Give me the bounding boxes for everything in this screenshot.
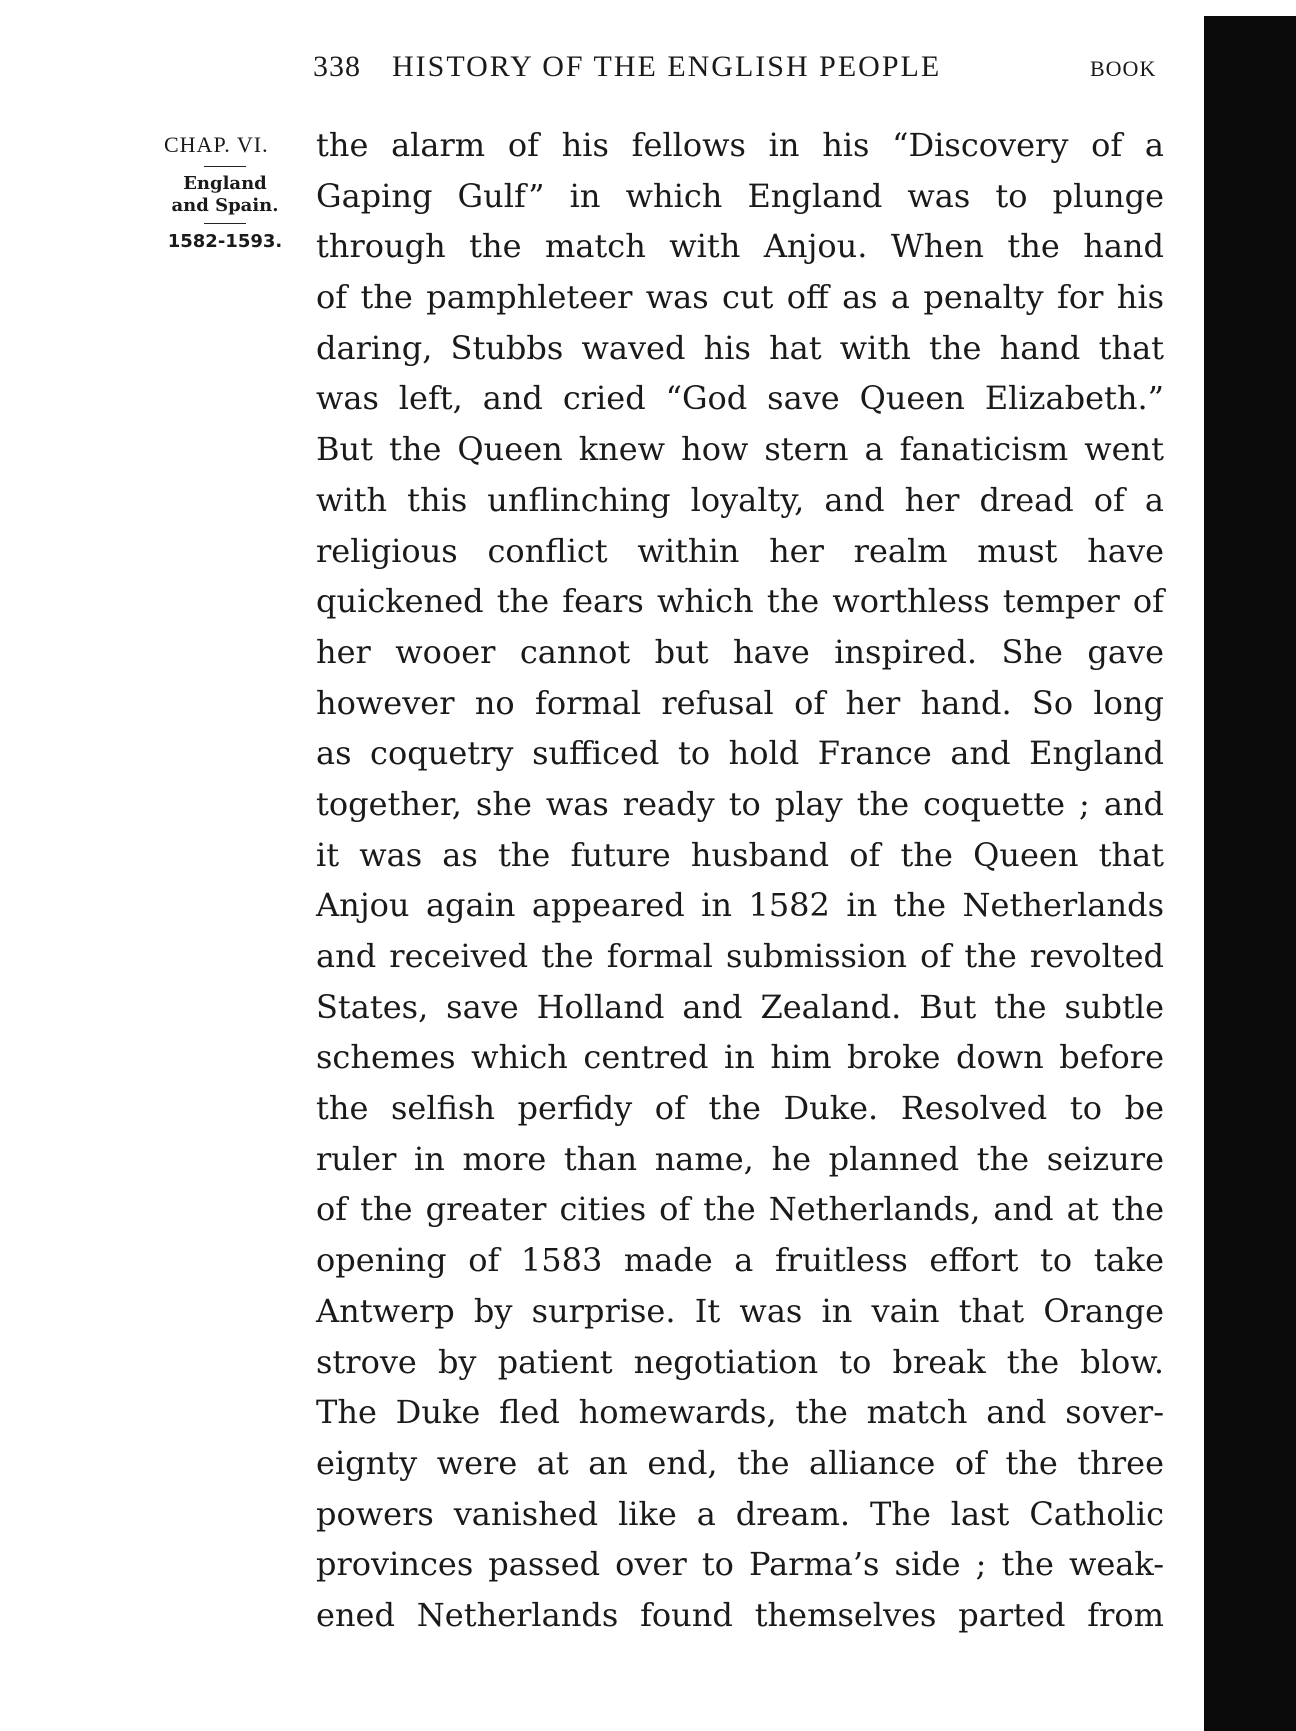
book-label: BOOK <box>1090 56 1157 81</box>
text-line: of the pamphleteer was cut off as a penalty for his <box>316 278 1164 317</box>
text-line: of the greater cities of the Netherlands, and at the <box>316 1190 1164 1229</box>
running-header <box>0 50 1296 90</box>
body-text <box>316 120 1164 1641</box>
text-line: and received the formal submission of the revolted <box>316 937 1164 975</box>
text-line: daring, Stubbs waved his hat with the hand that <box>316 328 1164 367</box>
scan-page-edge <box>1204 16 1296 1731</box>
date-range-label: 1582-1593. <box>167 231 283 252</box>
text-line: however no formal refusal of her hand. So long <box>316 683 1164 722</box>
text-line: it was as the future husband of the Queen that <box>316 835 1164 874</box>
margin-rule <box>204 166 246 167</box>
margin-rule <box>204 223 246 224</box>
text-line: the selfish perfidy of the Duke. Resolved to be <box>316 1089 1164 1128</box>
chapter-label: CHAP. VI. <box>164 132 269 157</box>
text-line: ened Netherlands found themselves parted from <box>316 1595 1164 1634</box>
text-line: States, save Holland and Zealand. But the subtle <box>316 987 1164 1026</box>
text-line: Anjou again appeared in 1582 in the Netherlands <box>316 886 1164 925</box>
text-line: The Duke fled homewards, the match and sover- <box>316 1393 1164 1432</box>
text-line: strove by patient negotiation to break the blow. <box>316 1342 1164 1381</box>
text-line: her wooer cannot but have inspired. She gave <box>316 632 1164 671</box>
text-line: But the Queen knew how stern a fanaticism went <box>316 430 1164 469</box>
section-label-line2: and Spain. <box>171 195 279 216</box>
text-line: quickened the fears which the worthless temper of <box>316 582 1164 621</box>
text-line: was left, and cried “God save Queen Elizabeth.” <box>316 379 1164 418</box>
text-line: Gaping Gulf” in which England was to plunge <box>316 176 1164 215</box>
text-line: eignty were at an end, the alliance of the three <box>316 1443 1164 1482</box>
text-line: powers vanished like a dream. The last Catholic <box>316 1494 1164 1533</box>
text-line: with this unflinching loyalty, and her dread of a <box>316 480 1164 519</box>
text-line: religious conflict within her realm must have <box>316 531 1164 570</box>
text-line: together, she was ready to play the coquette ; and <box>316 784 1164 823</box>
text-line: ruler in more than name, he planned the seizure <box>316 1139 1164 1178</box>
text-line: as coquetry sufficed to hold France and England <box>316 734 1164 773</box>
page-number: 338 <box>313 50 361 83</box>
text-line: opening of 1583 made a fruitless effort to take <box>316 1241 1164 1280</box>
text-line: through the match with Anjou. When the hand <box>316 227 1164 266</box>
text-line: schemes which centred in him broke down before <box>316 1038 1164 1077</box>
text-line: Antwerp by surprise. It was in vain that Orange <box>316 1291 1164 1330</box>
text-line: provinces passed over to Parma’s side ; the weak- <box>316 1545 1164 1584</box>
margin-notes <box>150 130 300 254</box>
text-line: the alarm of his fellows in his “Discovery of a <box>316 126 1164 164</box>
running-title: HISTORY OF THE ENGLISH PEOPLE <box>392 50 942 83</box>
section-label-line1: England <box>183 173 267 194</box>
